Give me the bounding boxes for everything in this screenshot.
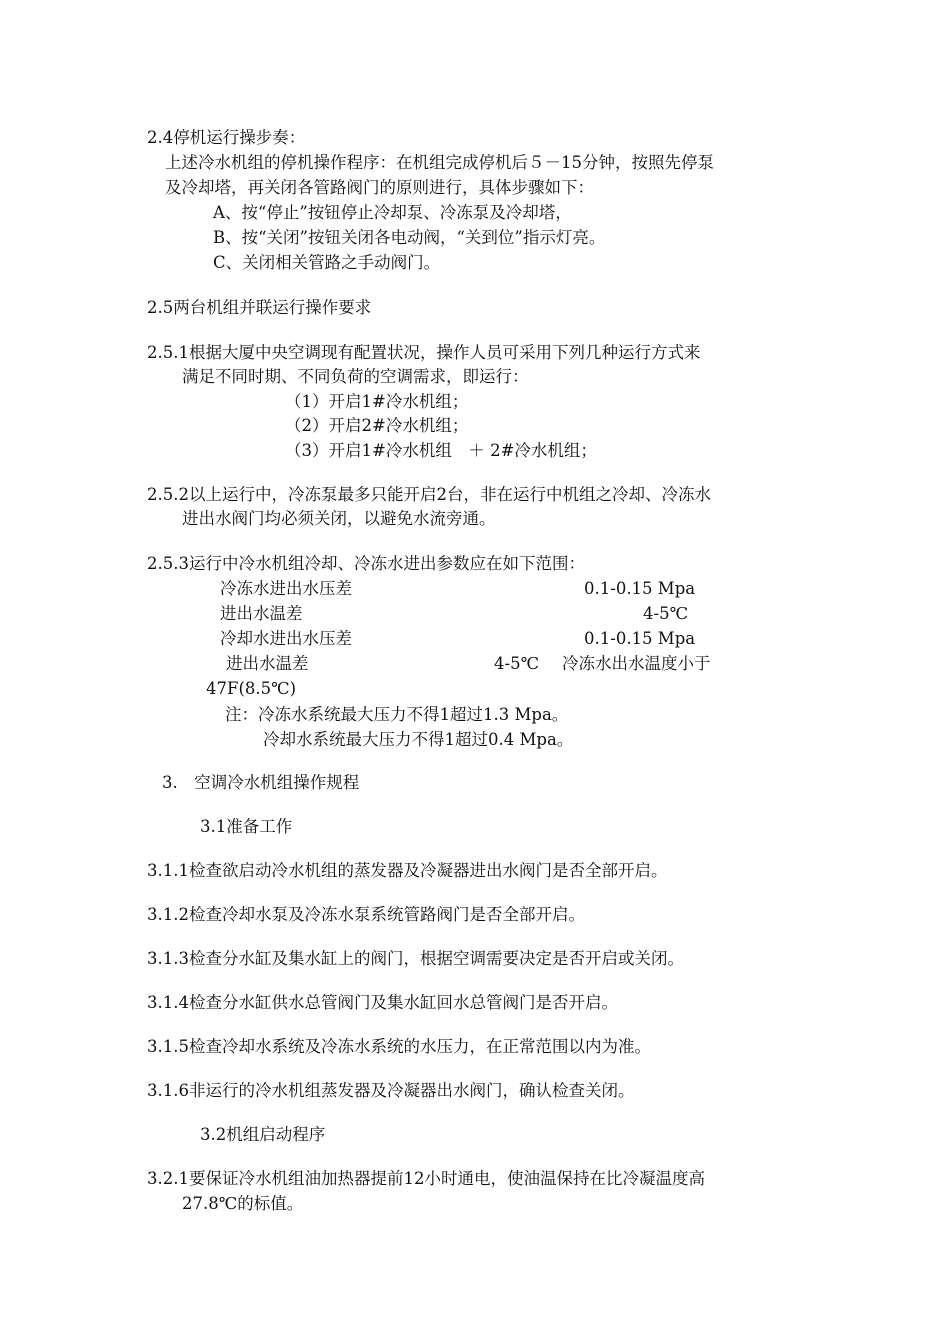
param-row-2-label: 进出水温差	[220, 604, 303, 623]
item-3-2-1-line-1: 3.2.1要保证冷水机组油加热器提前12小时通电，使油温保持在比冷凝温度高	[147, 1169, 705, 1188]
item-3-1-1: 3.1.1检查欲启动冷水机组的蒸发器及冷凝器进出水阀门是否全部开启。	[147, 861, 668, 880]
item-3-1-6: 3.1.6非运行的冷水机组蒸发器及冷凝器出水阀门，确认检查关闭。	[147, 1081, 635, 1100]
note-line-1: 注：冷冻水系统最大压力不得1超过1.3 Mpa。	[225, 705, 569, 724]
section-2-5-1-line-2: 满足不同时期、不同负荷的空调需求，即运行：	[182, 367, 529, 386]
section-3-1-heading: 3.1准备工作	[200, 817, 293, 836]
param-row-4-continuation: 47F(8.5℃)	[206, 679, 297, 698]
note-line-2: 冷却水系统最大压力不得1超过0.4 Mpa。	[263, 730, 574, 749]
section-3-heading: 3. 空调冷水机组操作规程	[162, 773, 360, 792]
item-3-1-5: 3.1.5检查冷却水系统及冷冻水系统的水压力，在正常范围以内为准。	[147, 1037, 651, 1056]
section-2-5-3-heading: 2.5.3运行中冷水机组冷却、冷冻水进出参数应在如下范围：	[147, 554, 585, 573]
mode-option-3: （3）开启1#冷水机组 ＋ 2#冷水机组；	[285, 441, 597, 460]
section-2-5-2-line-1: 2.5.2以上运行中，冷冻泵最多只能开启2台，非在运行中机组之冷却、冷冻水	[147, 485, 711, 504]
param-row-3-label: 冷却水进出水压差	[220, 629, 352, 648]
section-2-5-2-line-2: 进出水阀门均必须关闭，以避免水流旁通。	[182, 509, 496, 528]
section-2-4-heading: 2.4停机运行操步奏：	[147, 128, 306, 147]
param-row-4-label: 进出水温差	[226, 654, 309, 673]
item-3-1-2: 3.1.2检查冷却水泵及冷冻水泵系统管路阀门是否全部开启。	[147, 905, 585, 924]
param-row-2-value: 4-5℃	[643, 604, 689, 623]
item-3-1-3: 3.1.3检查分水缸及集水缸上的阀门，根据空调需要决定是否开启或关闭。	[147, 949, 684, 968]
param-row-4-note: 冷冻水出水温度小于	[562, 654, 711, 673]
section-2-4-paragraph-line-2: 及冷却塔，再关闭各管路阀门的原则进行，具体步骤如下：	[165, 178, 594, 197]
step-c: C、关闭相关管路之手动阀门。	[213, 253, 441, 272]
mode-option-1: （1）开启1#冷水机组；	[285, 392, 469, 411]
item-3-2-1-line-2: 27.8℃的标值。	[182, 1194, 304, 1213]
step-b: B、按“关闭”按钮关闭各电动阀，“关到位”指示灯亮。	[213, 228, 606, 247]
item-3-1-4: 3.1.4检查分水缸供水总管阀门及集水缸回水总管阀门是否开启。	[147, 993, 618, 1012]
param-row-3-value: 0.1-0.15 Mpa	[584, 629, 696, 648]
param-row-1-label: 冷冻水进出水压差	[220, 579, 352, 598]
section-2-4-paragraph-line-1: 上述冷水机组的停机操作程序：在机组完成停机后５－15分钟，按照先停泵	[165, 153, 714, 172]
param-row-4-value: 4-5℃	[494, 654, 540, 673]
section-2-5-heading: 2.5两台机组并联运行操作要求	[147, 298, 372, 317]
step-a: A、按“停止”按钮停止冷却泵、冷冻泵及冷却塔，	[213, 203, 572, 222]
mode-option-2: （2）开启2#冷水机组；	[285, 416, 469, 435]
section-2-5-1-line-1: 2.5.1根据大厦中央空调现有配置状况，操作人员可采用下列几种运行方式来	[147, 343, 701, 362]
param-row-1-value: 0.1-0.15 Mpa	[584, 579, 696, 598]
section-3-2-heading: 3.2机组启动程序	[200, 1125, 326, 1144]
